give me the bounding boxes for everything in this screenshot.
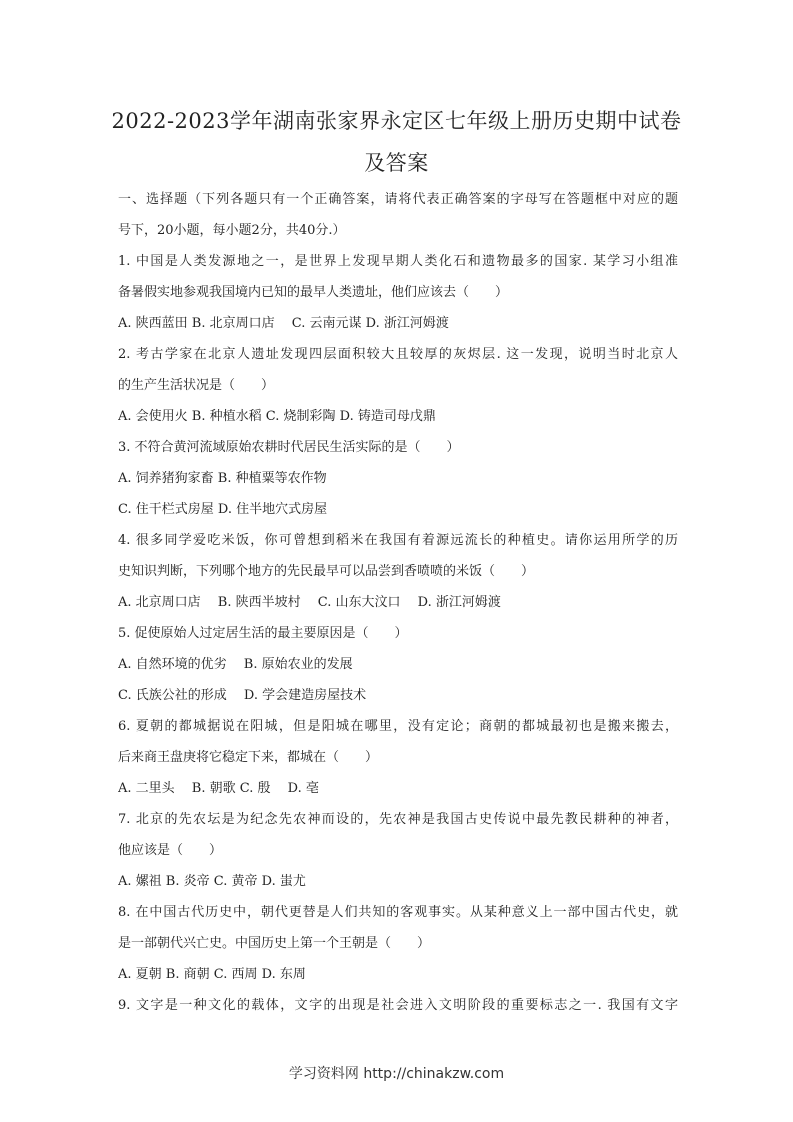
answer-options: A. 夏朝 B. 商朝 C. 西周 D. 东周 — [118, 967, 306, 982]
text-line: 是一部朝代兴亡史。中国历史上第一个王朝是（ ） — [118, 936, 431, 951]
page-footer: 学习资料网 http://chinakzw.com — [288, 1066, 505, 1082]
text-line: 的生产生活状况是（ ） — [118, 378, 275, 393]
text-line: 8. 在中国古代历史中，朝代更替是人们共知的客观事实。从某种意义上一部中国古代史，就 — [118, 905, 678, 920]
answer-options: C. 住干栏式房屋 D. 住半地穴式房屋 — [118, 502, 328, 517]
text-line: 他应该是（ ） — [118, 843, 223, 858]
text-line: 9. 文字是一种文化的载体，文字的出现是社会进入文明阶段的重要标志之一. 我国有文字 — [118, 998, 678, 1013]
answer-options: A. 会使用火 B. 种植水稻 C. 烧制彩陶 D. 铸造司母戊鼎 — [118, 409, 436, 424]
answer-options: A. 自然环境的优劣 B. 原始农业的发展 — [118, 657, 353, 672]
document-title-line-1: 2022-2023学年湖南张家界永定区七年级上册历史期中试卷 — [111, 109, 682, 133]
text-line: 后来商王盘庚将它稳定下来，都城在（ ） — [118, 750, 379, 765]
text-line: 6. 夏朝的都城据说在阳城，但是阳城在哪里，没有定论；商朝的都城最初也是搬来搬去， — [118, 719, 678, 734]
question-content — [118, 184, 678, 1021]
document-title-line-2: 及答案 — [364, 151, 429, 175]
text-line: 备暑假实地参观我国境内已知的最早人类遗址，他们应该去（ ） — [118, 285, 509, 300]
text-line: 4. 很多同学爱吃米饭，你可曾想到稻米在我国有着源远流长的种植史。请你运用所学的历 — [118, 533, 678, 548]
text-line: 7. 北京的先农坛是为纪念先农神而设的，先农神是我国古史传说中最先教民耕种的神者， — [118, 812, 678, 827]
text-line: 1. 中国是人类发源地之一，是世界上发现早期人类化石和遗物最多的国家. 某学习小组准 — [118, 254, 678, 269]
answer-options: A. 嫘祖 B. 炎帝 C. 黄帝 D. 蚩尤 — [118, 874, 306, 889]
answer-options: C. 氏族公社的形成 D. 学会建造房屋技术 — [118, 688, 367, 703]
text-line: 2. 考古学家在北京人遗址发现四层面积较大且较厚的灰烬层. 这一发现，说明当时北京人 — [118, 347, 678, 362]
answer-options: A. 陕西蓝田 B. 北京周口店 C. 云南元谋 D. 浙江河姆渡 — [118, 316, 449, 331]
text-line: 一、选择题（下列各题只有一个正确答案，请将代表正确答案的字母写在答题框中对应的题 — [118, 192, 678, 207]
text-line: 史知识判断，下列哪个地方的先民最早可以品尝到香喷喷的米饭（ ） — [118, 564, 535, 579]
answer-options: A. 北京周口店 B. 陕西半坡村 C. 山东大汶口 D. 浙江河姆渡 — [118, 595, 501, 610]
answer-options: A. 饲养猪狗家畜 B. 种植粟等农作物 — [118, 471, 327, 486]
answer-options: A. 二里头 B. 朝歌 C. 殷 D. 亳 — [118, 781, 319, 796]
text-line: 5. 促使原始人过定居生活的最主要原因是（ ） — [118, 626, 408, 641]
text-line: 号下，20小题，每小题2分，共40分.） — [118, 223, 346, 238]
text-line: 3. 不符合黄河流域原始农耕时代居民生活实际的是（ ） — [118, 440, 460, 455]
